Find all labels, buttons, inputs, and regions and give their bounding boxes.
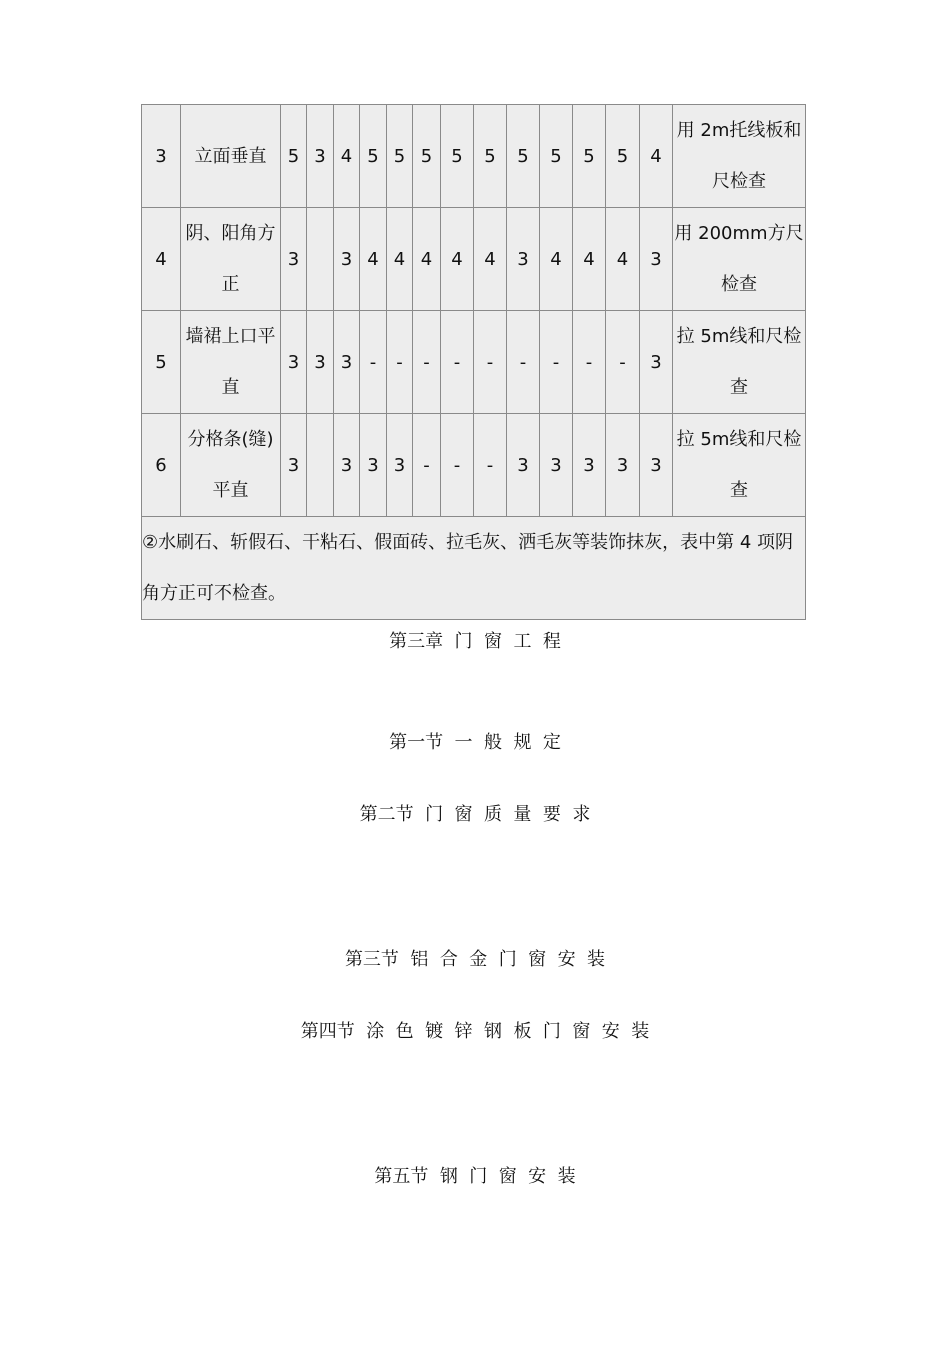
tolerance-value: 3 xyxy=(540,414,573,517)
tolerance-value: 5 xyxy=(573,105,606,208)
tolerance-value: 4 xyxy=(334,105,360,208)
item-name: 墙裙上口平直 xyxy=(181,311,281,414)
tolerance-value: 3 xyxy=(640,311,673,414)
tolerance-value: 5 xyxy=(507,105,540,208)
tolerance-value: - xyxy=(507,311,540,414)
note-row xyxy=(142,517,806,620)
table-row xyxy=(142,208,806,311)
item-name: 阴、阳角方正 xyxy=(181,208,281,311)
tolerance-value: 5 xyxy=(413,105,441,208)
tolerance-value: 5 xyxy=(606,105,640,208)
tolerance-value: 5 xyxy=(360,105,387,208)
table-row xyxy=(142,105,806,208)
inspection-method: 用 200mm方尺检查 xyxy=(673,208,806,311)
section-heading-coated-steel: 第四节 涂 色 镀 锌 钢 板 门 窗 安 装 xyxy=(300,1021,650,1042)
tolerance-value xyxy=(307,414,334,517)
tolerance-value: 4 xyxy=(441,208,474,311)
tolerance-value: 3 xyxy=(640,414,673,517)
section-heading-general: 第一节 一 般 规 定 xyxy=(389,732,561,753)
table-note: ②水刷石、斩假石、干粘石、假面砖、拉毛灰、洒毛灰等装饰抹灰，表中第 4 项阴角方正可不检查。 xyxy=(142,517,806,620)
tolerance-value: 4 xyxy=(387,208,413,311)
inspection-method: 用 2m托线板和尺检查 xyxy=(673,105,806,208)
tolerance-value: 3 xyxy=(507,414,540,517)
tolerance-value: 3 xyxy=(640,208,673,311)
tolerance-value: 3 xyxy=(334,414,360,517)
tolerance-value: 3 xyxy=(334,208,360,311)
chapter-heading: 第三章 门 窗 工 程 xyxy=(389,631,561,652)
tolerance-value: 4 xyxy=(540,208,573,311)
tolerance-value: 3 xyxy=(334,311,360,414)
tolerance-value: 3 xyxy=(360,414,387,517)
row-number: 5 xyxy=(142,311,181,414)
tolerance-value: - xyxy=(606,311,640,414)
item-name: 分格条(缝) 平直 xyxy=(181,414,281,517)
tolerance-value: 3 xyxy=(307,311,334,414)
tolerance-value: - xyxy=(573,311,606,414)
tolerance-table xyxy=(141,104,806,620)
tolerance-value: 3 xyxy=(606,414,640,517)
tolerance-value: 3 xyxy=(281,311,307,414)
tolerance-value: 3 xyxy=(307,105,334,208)
tolerance-value: 3 xyxy=(507,208,540,311)
tolerance-value: 4 xyxy=(640,105,673,208)
tolerance-value xyxy=(307,208,334,311)
row-number: 6 xyxy=(142,414,181,517)
row-number: 4 xyxy=(142,208,181,311)
tolerance-value: 5 xyxy=(474,105,507,208)
tolerance-value: 3 xyxy=(281,414,307,517)
tolerance-value: - xyxy=(360,311,387,414)
tolerance-value: 3 xyxy=(387,414,413,517)
tolerance-value: - xyxy=(441,414,474,517)
section-heading-aluminum: 第三节 铝 合 金 门 窗 安 装 xyxy=(344,949,606,970)
tolerance-value: 3 xyxy=(281,208,307,311)
tolerance-value: 5 xyxy=(441,105,474,208)
tolerance-value: 5 xyxy=(281,105,307,208)
tolerance-value: - xyxy=(540,311,573,414)
tolerance-value: 4 xyxy=(606,208,640,311)
table-row xyxy=(142,311,806,414)
tolerance-value: 4 xyxy=(573,208,606,311)
tolerance-value: 3 xyxy=(573,414,606,517)
tolerance-value: - xyxy=(474,311,507,414)
tolerance-value: - xyxy=(413,311,441,414)
inspection-method: 拉 5m线和尺检查 xyxy=(673,414,806,517)
section-heading-steel: 第五节 钢 门 窗 安 装 xyxy=(374,1166,576,1187)
tolerance-table-wrapper xyxy=(141,104,805,620)
tolerance-value: - xyxy=(413,414,441,517)
tolerance-value: 4 xyxy=(360,208,387,311)
tolerance-value: - xyxy=(474,414,507,517)
table-body xyxy=(142,105,806,620)
tolerance-value: 4 xyxy=(474,208,507,311)
section-heading-quality: 第二节 门 窗 质 量 要 求 xyxy=(359,804,591,825)
tolerance-value: - xyxy=(387,311,413,414)
tolerance-value: 4 xyxy=(413,208,441,311)
row-number: 3 xyxy=(142,105,181,208)
tolerance-value: 5 xyxy=(540,105,573,208)
item-name: 立面垂直 xyxy=(181,105,281,208)
table-row xyxy=(142,414,806,517)
inspection-method: 拉 5m线和尺检查 xyxy=(673,311,806,414)
tolerance-value: 5 xyxy=(387,105,413,208)
tolerance-value: - xyxy=(441,311,474,414)
